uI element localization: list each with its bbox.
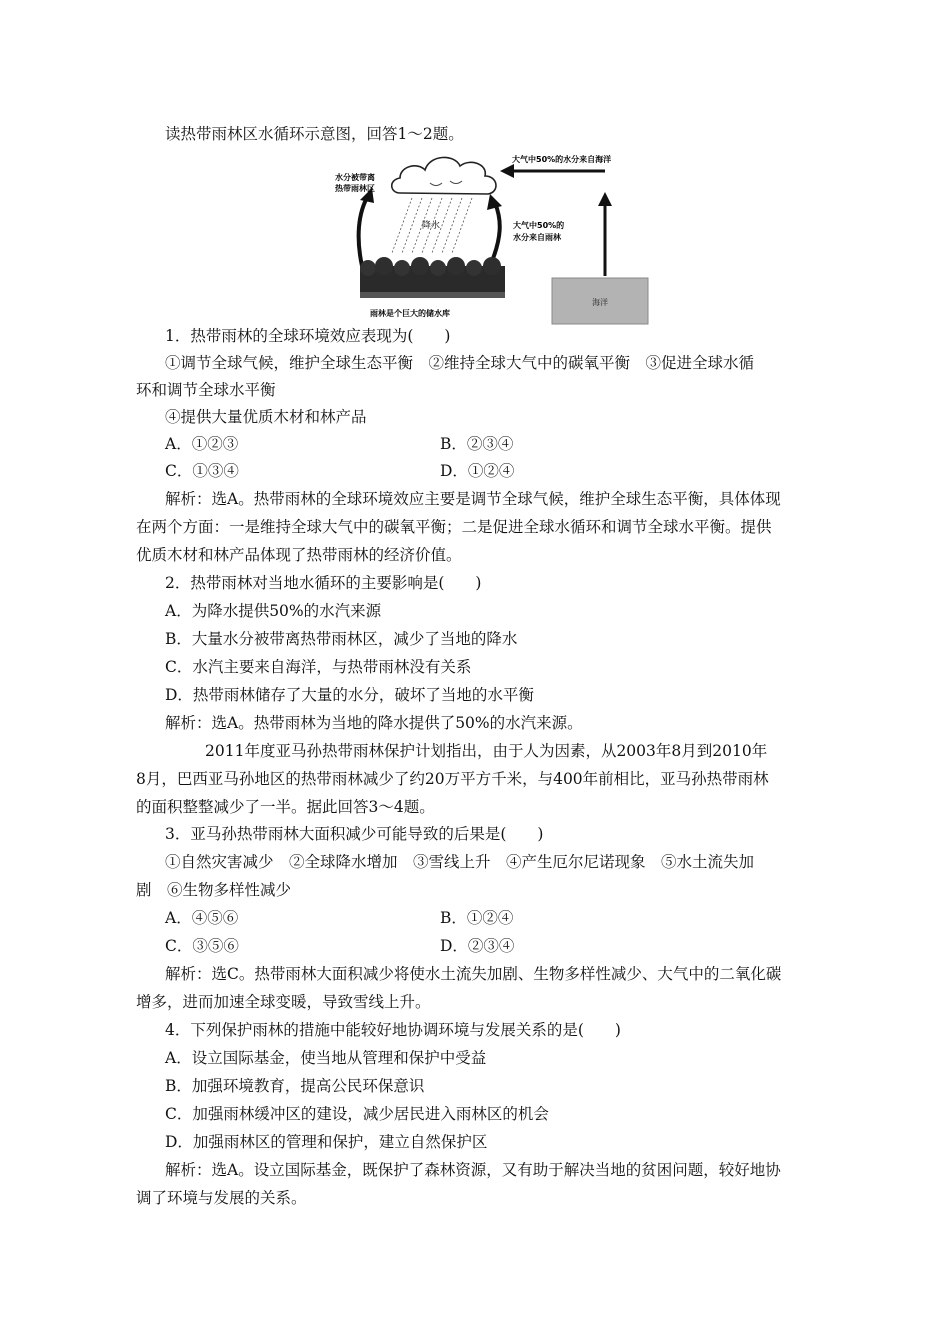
q4-option-b: B．加强环境教育，提高公民环保意识 <box>165 1077 425 1095</box>
q1-analysis-3: 优质木材和林产品体现了热带雨林的经济价值。 <box>136 546 462 564</box>
q3-analysis-2: 增多，进而加速全球变暖，导致雪线上升。 <box>136 993 431 1011</box>
rain-label: 降水 <box>422 221 441 231</box>
label-mid-2: 水分来自雨林 <box>513 233 561 242</box>
q3-analysis-1: 解析：选C。热带雨林大面积减少将使水土流失加剧、生物多样性减少、大气中的二氧化碳 <box>165 965 782 983</box>
water-cycle-diagram <box>330 148 660 328</box>
q3-option-c: C．③⑤⑥ <box>165 937 239 955</box>
q3-items-2: 剧 ⑥生物多样性减少 <box>136 881 292 899</box>
forest-icon <box>360 257 505 298</box>
q3-option-a: A．④⑤⑥ <box>165 909 239 927</box>
q4-option-d: D．加强雨林区的管理和保护，建立自然保护区 <box>165 1133 488 1151</box>
q1-option-d: D．①②④ <box>440 462 515 480</box>
intro2-line-2: 8月，巴西亚马孙地区的热带雨林减少了约20万平方千米，与400年前相比，亚马孙热带雨林 <box>136 770 769 788</box>
arrow-left-icon <box>500 164 605 178</box>
q4-option-a: A．设立国际基金，使当地从管理和保护中受益 <box>165 1049 487 1067</box>
q1-stem: 1．热带雨林的全球环境效应表现为( ) <box>165 327 451 345</box>
q1-items-2: 环和调节全球水平衡 <box>136 381 276 399</box>
q1-items-3: ④提供大量优质木材和林产品 <box>165 408 367 426</box>
label-mid-1: 大气中50%的 <box>513 221 565 230</box>
q4-option-c: C．加强雨林缓冲区的建设，减少居民进入雨林区的机会 <box>165 1105 549 1123</box>
q3-option-b: B．①②④ <box>440 909 514 927</box>
arrow-up-left-icon <box>359 188 374 266</box>
q3-items-1: ①自然灾害减少 ②全球降水增加 ③雪线上升 ④产生厄尔尼诺现象 ⑤水土流失加 <box>165 853 755 871</box>
intro2-line-3: 的面积整整减少了一半。据此回答3～4题。 <box>136 798 435 816</box>
arrow-up-right-icon <box>487 194 502 266</box>
arrow-up-ocean-icon <box>598 192 612 276</box>
q2-option-b: B．大量水分被带离热带雨林区，减少了当地的降水 <box>165 630 518 648</box>
intro2-line-1: 2011年度亚马孙热带雨林保护计划指出，由于人为因素，从2003年8月到2010年 <box>205 742 768 760</box>
q2-analysis: 解析：选A。热带雨林为当地的降水提供了50%的水汽来源。 <box>165 714 583 732</box>
label-left-1: 水分被带离 <box>335 173 375 182</box>
cloud-icon <box>392 157 496 194</box>
q1-analysis-1: 解析：选A。热带雨林的全球环境效应主要是调节全球气候，维护全球生态平衡，具体体现 <box>165 490 781 508</box>
q2-option-d: D．热带雨林储存了大量的水分，破坏了当地的水平衡 <box>165 686 534 704</box>
q1-option-b: B．②③④ <box>440 435 514 453</box>
label-forest: 雨林是个巨大的储水库 <box>370 309 450 318</box>
q4-analysis-1: 解析：选A。设立国际基金，既保护了森林资源，又有助于解决当地的贫困问题，较好地协 <box>165 1161 781 1179</box>
q2-stem: 2．热带雨林对当地水循环的主要影响是( ) <box>165 574 482 592</box>
label-left-2: 热带雨林区 <box>335 184 375 193</box>
q2-option-a: A．为降水提供50%的水汽来源 <box>165 602 382 620</box>
label-top: 大气中50%的水分来自海洋 <box>512 155 612 164</box>
q2-option-c: C．水汽主要来自海洋，与热带雨林没有关系 <box>165 658 472 676</box>
q4-stem: 4．下列保护雨林的措施中能较好地协调环境与发展关系的是( ) <box>165 1021 621 1039</box>
q1-option-c: C．①③④ <box>165 462 239 480</box>
q4-analysis-2: 调了环境与发展的关系。 <box>136 1189 307 1207</box>
q1-option-a: A．①②③ <box>165 435 239 453</box>
intro-text: 读热带雨林区水循环示意图，回答1～2题。 <box>165 125 464 143</box>
q1-analysis-2: 在两个方面：一是维持全球大气中的碳氧平衡；二是促进全球水循环和调节全球水平衡。提供 <box>136 518 772 536</box>
q3-stem: 3．亚马孙热带雨林大面积减少可能导致的后果是( ) <box>165 825 544 843</box>
q3-option-d: D．②③④ <box>440 937 515 955</box>
q1-items-1: ①调节全球气候，维护全球生态平衡 ②维持全球大气中的碳氧平衡 ③促进全球水循 <box>165 354 755 372</box>
label-ocean: 海洋 <box>592 298 608 307</box>
